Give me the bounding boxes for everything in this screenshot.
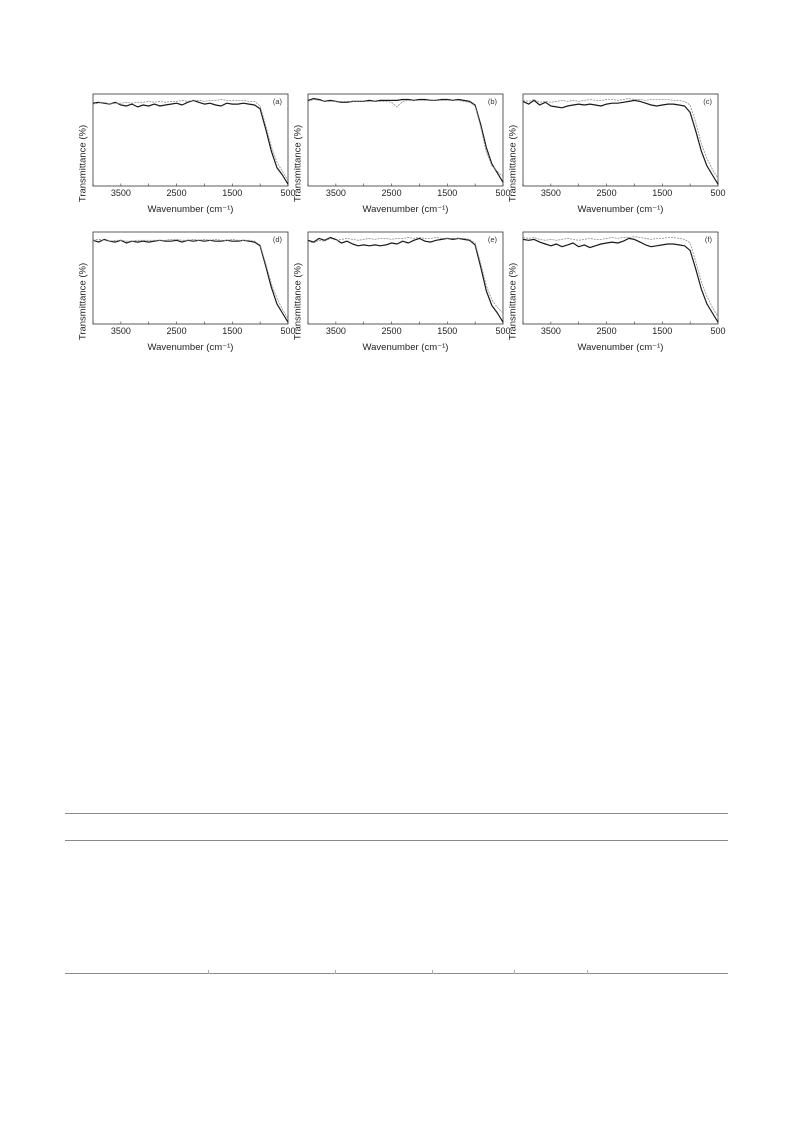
x-tick-label: 1500 (652, 188, 673, 198)
series-line-sample (93, 100, 288, 184)
series-line-sample (523, 238, 718, 322)
x-tick-label: 1500 (222, 326, 243, 336)
y-axis-label: Transmittance (%) (292, 124, 304, 203)
x-tick-label: 1500 (222, 188, 243, 198)
table-column-divider (208, 970, 209, 974)
x-tick-label: 3500 (540, 326, 561, 336)
x-tick-label: 3500 (540, 188, 561, 198)
spectrum-plot (505, 226, 735, 336)
spectrum-panel (290, 88, 520, 248)
spectrum-panel (290, 226, 520, 386)
x-tick-label: 1500 (437, 188, 458, 198)
spectrum-plot (505, 88, 735, 198)
y-axis-label: Transmittance (%) (507, 124, 519, 203)
panel-label: (a) (272, 97, 282, 106)
series-line-reference (308, 238, 503, 314)
table-column-divider (432, 970, 433, 974)
panel-label: (b) (487, 97, 497, 106)
spectrum-panel (505, 226, 735, 386)
panel-label: (d) (272, 235, 282, 244)
x-tick-label: 500 (710, 188, 726, 198)
spectrum-plot (290, 226, 520, 336)
x-axis-label: Wavenumber (cm⁻¹) (577, 204, 664, 215)
x-tick-label: 2500 (596, 326, 617, 336)
y-axis-label: Transmittance (%) (292, 262, 304, 341)
x-axis-label: Wavenumber (cm⁻¹) (147, 204, 234, 215)
series-line-reference (93, 239, 288, 318)
table-column-divider (514, 970, 515, 974)
x-tick-label: 3500 (110, 188, 131, 198)
spectrum-panel (75, 226, 305, 386)
x-axis-label: Wavenumber (cm⁻¹) (577, 342, 664, 353)
x-tick-label: 2500 (596, 188, 617, 198)
spectrum-panel (505, 88, 735, 248)
y-axis-label: Transmittance (%) (77, 262, 89, 341)
series-line-sample (308, 99, 503, 183)
x-tick-label: 2500 (166, 188, 187, 198)
table-column-divider (587, 970, 588, 974)
series-line-reference (93, 100, 288, 181)
x-tick-label: 2500 (166, 326, 187, 336)
series-line-reference (308, 100, 503, 177)
x-tick-label: 500 (495, 326, 511, 336)
plot-frame (308, 94, 503, 186)
x-tick-label: 500 (280, 188, 296, 198)
series-line-sample (93, 239, 288, 322)
x-tick-label: 3500 (110, 326, 131, 336)
series-line-sample (308, 238, 503, 323)
x-axis-label: Wavenumber (cm⁻¹) (362, 204, 449, 215)
plot-frame (523, 94, 718, 186)
x-tick-label: 1500 (437, 326, 458, 336)
x-axis-label: Wavenumber (cm⁻¹) (362, 342, 449, 353)
x-tick-label: 500 (280, 326, 296, 336)
plot-frame (93, 232, 288, 324)
spectrum-panel (75, 88, 305, 248)
x-tick-label: 1500 (652, 326, 673, 336)
x-tick-label: 2500 (381, 326, 402, 336)
x-axis-label: Wavenumber (cm⁻¹) (147, 342, 234, 353)
table-bottom-rule (65, 973, 728, 974)
series-line-sample (523, 100, 718, 184)
table-header-rule (65, 840, 728, 841)
x-tick-label: 3500 (325, 326, 346, 336)
spectrum-plot (75, 88, 305, 198)
x-tick-label: 3500 (325, 188, 346, 198)
spectrum-plot (290, 88, 520, 198)
x-tick-label: 500 (710, 326, 726, 336)
panel-label: (f) (704, 235, 712, 244)
table-top-rule (65, 813, 728, 814)
panel-label: (e) (487, 235, 497, 244)
x-tick-label: 500 (495, 188, 511, 198)
y-axis-label: Transmittance (%) (507, 262, 519, 341)
plot-frame (308, 232, 503, 324)
panel-label: (c) (703, 97, 712, 106)
spectrum-plot (75, 226, 305, 336)
x-tick-label: 2500 (381, 188, 402, 198)
y-axis-label: Transmittance (%) (77, 124, 89, 203)
table-column-divider (335, 970, 336, 974)
